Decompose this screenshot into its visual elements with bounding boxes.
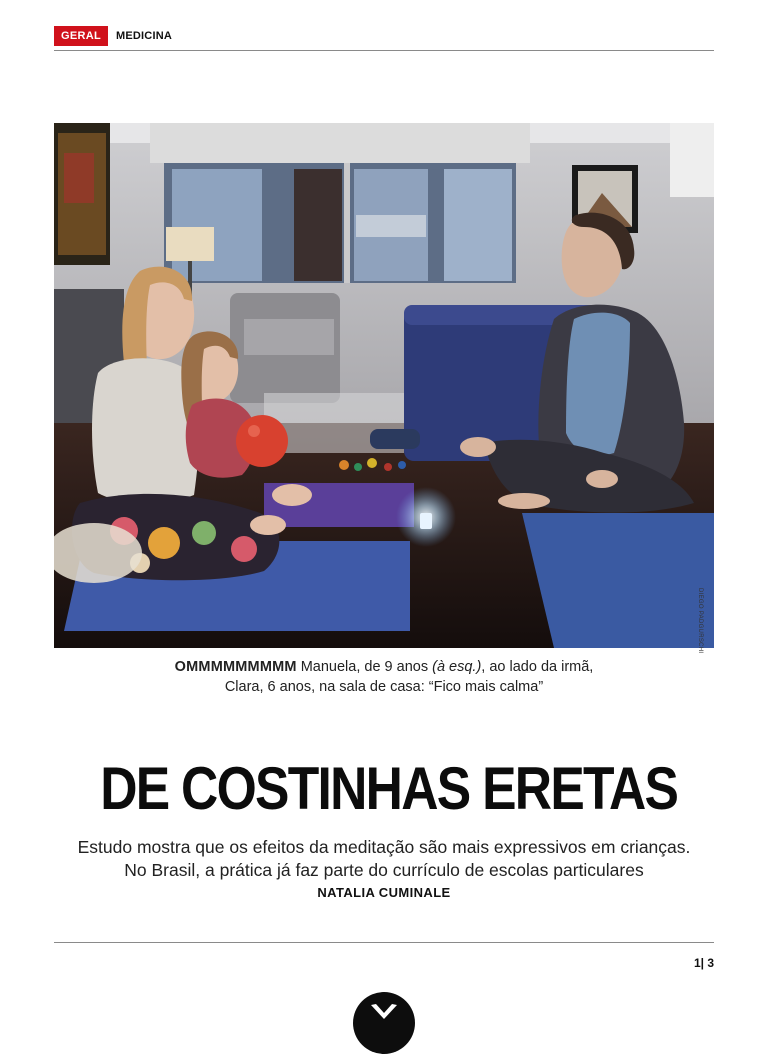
chevron-down-icon (370, 1003, 398, 1021)
caption-lead: OMMMMMMMMM (174, 659, 297, 675)
section-header (54, 26, 714, 46)
deck-line-2: No Brasil, a prática já faz parte do currículo de escolas particulares (124, 860, 644, 880)
caption-line-1 (54, 657, 714, 677)
footer-divider (54, 942, 714, 943)
article-byline: NATALIA CUMINALE (317, 885, 451, 900)
caption-text-1: Manuela, de 9 anos (296, 659, 433, 675)
deck-line-1: Estudo mostra que os efeitos da meditação são mais expressivos em crianças. (77, 837, 691, 857)
photo-caption (54, 657, 714, 697)
header-divider (54, 50, 714, 51)
article-headline: DE COSTINHAS ERETAS (100, 755, 678, 822)
page-indicator: 1| 3 (693, 956, 714, 970)
photo-credit: DIEGO PADGURSCHI (697, 588, 703, 654)
caption-note: (à esq.) (432, 659, 482, 675)
caption-text-2: , ao lado da irmã, (481, 659, 594, 675)
section-tag[interactable]: GERAL (54, 26, 108, 46)
next-page-button[interactable] (353, 992, 415, 1054)
article-deck (54, 836, 714, 882)
section-name[interactable]: MEDICINA (116, 30, 172, 42)
caption-line-2: Clara, 6 anos, na sala de casa: “Fico mais calma” (224, 679, 544, 695)
article-photo (54, 123, 714, 654)
